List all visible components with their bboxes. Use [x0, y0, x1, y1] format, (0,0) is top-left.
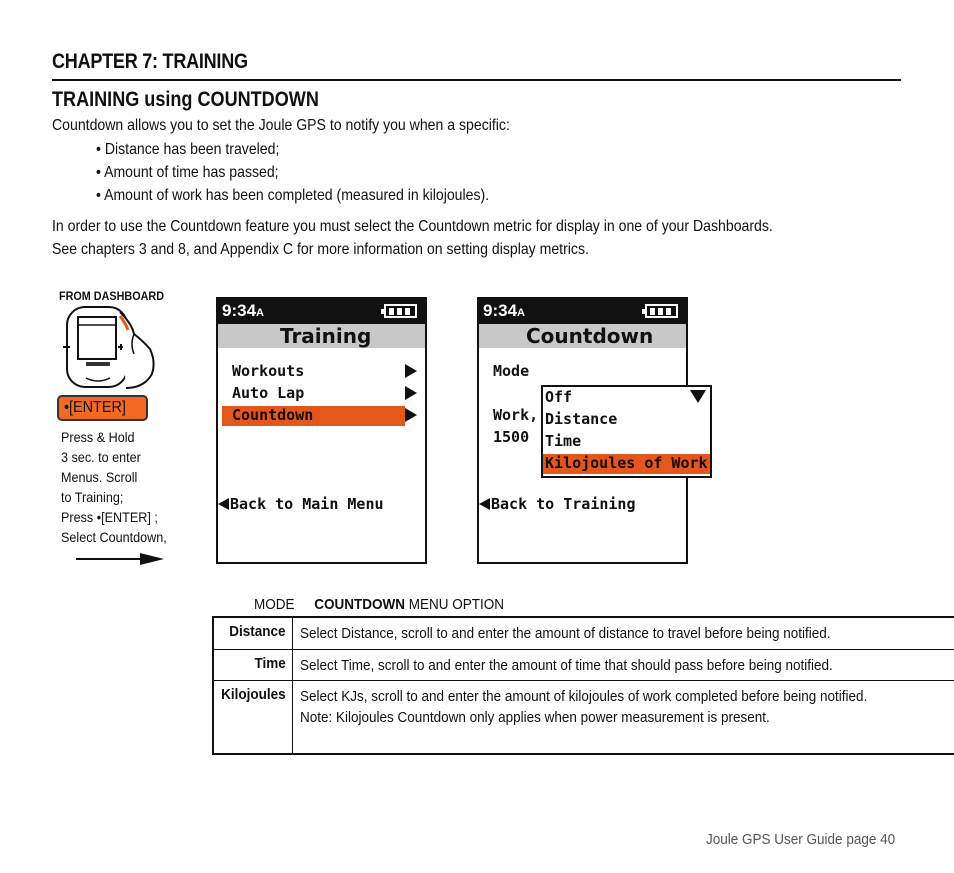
menu-item-workouts[interactable]: Workouts — [232, 362, 305, 380]
back-to-main-menu[interactable]: Back to Main Menu — [218, 495, 384, 513]
table-row — [213, 649, 954, 680]
mode-amount: 1500 — [493, 428, 530, 446]
instruction-line: Select Countdown, — [61, 529, 167, 545]
clock-time: 9:34 — [483, 301, 518, 320]
mode-cell — [213, 617, 292, 649]
screen-title: Countdown — [479, 324, 686, 348]
description-cell — [292, 617, 954, 649]
countdown-options-table — [212, 616, 954, 755]
instruction-line: Menus. Scroll — [61, 469, 138, 485]
mode-cell — [213, 680, 292, 754]
paragraph-line: In order to use the Countdown feature you must select the Countdown metric for display in one of your Dashboards. — [52, 218, 773, 235]
mode-cell — [213, 649, 292, 680]
option-off[interactable]: Off — [545, 388, 573, 406]
mode-description: Select KJs, scroll to and enter the amount of kilojoules of work completed before being notified. Note: Kilojoules Countdown only applies when power measurement is present. — [299, 687, 868, 726]
enter-button[interactable] — [57, 395, 148, 421]
mode-description: Select Distance, scroll to and enter the amount of distance to travel before being notified. — [299, 625, 831, 642]
table-row — [213, 617, 954, 649]
instructions — [61, 427, 167, 547]
instruction-line: to Training; — [61, 489, 124, 505]
from-dashboard-label: FROM DASHBOARD — [59, 289, 165, 303]
status-bar — [479, 299, 686, 324]
enter-button-label: •[ENTER] — [64, 399, 126, 416]
description-cell — [292, 649, 954, 680]
chevron-right-icon — [405, 364, 417, 378]
table-column-headers — [254, 596, 504, 613]
screen-title: Training — [218, 324, 425, 348]
mode-name: Time — [254, 654, 286, 672]
mode-column-header: MODE — [254, 596, 295, 613]
chevron-right-icon — [405, 408, 417, 422]
bullet-item: • Amount of time has passed; — [96, 164, 279, 181]
clock — [222, 301, 264, 321]
instruction-line: Press •[ENTER] ; — [61, 509, 158, 525]
mode-value: Work, — [493, 406, 539, 424]
bullet-item: • Amount of work has been completed (measured in kilojoules). — [96, 187, 490, 204]
table-row — [213, 680, 954, 754]
right-arrow-icon — [76, 551, 166, 567]
option-distance[interactable]: Distance — [545, 410, 618, 428]
chapter-title: CHAPTER 7: TRAINING — [52, 50, 248, 73]
mode-dropdown[interactable] — [541, 385, 712, 478]
bullet-item: • Distance has been traveled; — [96, 141, 280, 158]
menu-item-auto-lap[interactable]: Auto Lap — [232, 384, 305, 402]
mode-label: Mode — [493, 362, 530, 380]
training-screen — [216, 297, 427, 564]
chevron-right-icon — [405, 386, 417, 400]
device-in-hand-illustration — [60, 304, 190, 392]
clock-time: 9:34 — [222, 301, 257, 320]
battery-icon — [645, 304, 678, 318]
instruction-line: Press & Hold — [61, 429, 135, 445]
paragraph-line: See chapters 3 and 8, and Appendix C for more information on setting display metrics. — [52, 241, 589, 258]
chapter-divider — [52, 79, 901, 81]
intro-text: Countdown allows you to set the Joule GPS to notify you when a specific: — [52, 117, 510, 134]
page-footer: Joule GPS User Guide page 40 — [706, 831, 896, 848]
option-time[interactable]: Time — [545, 432, 582, 450]
option-column-header: MENU OPTION — [408, 596, 505, 613]
mode-description: Select Time, scroll to and enter the amount of time that should pass before being notified. — [299, 656, 833, 674]
mode-name: Distance — [229, 623, 286, 640]
option-column-header-bold: COUNTDOWN — [314, 596, 406, 613]
status-bar — [218, 299, 425, 324]
dropdown-arrow-icon — [690, 390, 706, 403]
countdown-screen — [477, 297, 708, 564]
section-title: TRAINING using COUNTDOWN — [52, 88, 319, 111]
mode-name: Kilojoules — [221, 685, 286, 703]
clock — [483, 301, 525, 321]
instruction-line: 3 sec. to enter — [61, 449, 141, 465]
clock-ampm: A — [256, 307, 264, 319]
back-to-training[interactable]: Back to Training — [479, 495, 636, 513]
description-cell — [292, 680, 954, 754]
clock-ampm: A — [517, 307, 525, 319]
menu-item-countdown[interactable]: Countdown — [222, 406, 405, 426]
option-kilojoules-of-work[interactable]: Kilojoules of Work — [543, 454, 710, 474]
battery-icon — [384, 304, 417, 318]
